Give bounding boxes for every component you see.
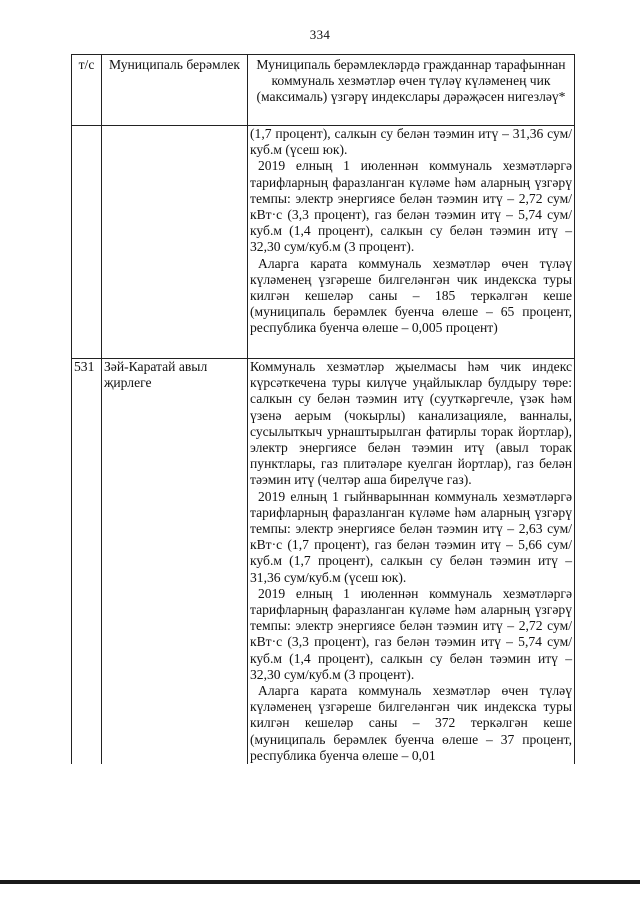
header-municipality: Муниципаль берәмлек <box>102 55 248 126</box>
cell-municipality-empty <box>102 126 248 359</box>
cell-municipality: Зәй-Каратай авыл җирлеге <box>102 359 248 765</box>
table-row <box>72 359 575 765</box>
paragraph: Коммуналь хезмәтләр җыелмасы һәм чик индекс күрсәткечена туры килүче уңайлыклар булдыру төре: салкын су белән тәэмин итү (сууткәргечле, үзәк һәм үзенә аерым (чокырлы) канализацияле, ванналы, сусылыткыч урнаштырылган фатирлы торак йортлар), электр энергиясе белән тәэмин итү (авыл торак пунктлары, газ плитәләре куелган йортлар), газ белән тәэмин итү (челтәр аша бирелүче газ). <box>250 359 572 488</box>
page-number: 334 <box>309 27 331 42</box>
paragraph: 2019 елның 1 гыйнварыннан коммуналь хезмәтләргә тарифларның фаразланган күләме һәм аларның үзгәрү темпы: электр энергиясе белән тәэмин итү – 2,63 сум/кВт·с (1,7 процент), газ белән тәэмин итү – 5,66 сум/куб.м (1,7 процент), салкын су белән тәэмин итү – 31,36 сум/куб.м (үсеш юк). <box>250 488 572 585</box>
paragraph: 2019 елның 1 июленнән коммуналь хезмәтләргә тарифларның фаразланган күләме һәм аларның үзгәрү темпы: электр энергиясе белән тәэмин итү – 2,72 сум/кВт·с (3,3 процент), газ белән тәэмин итү – 5,74 сум/куб.м (1,4 процент), салкын су белән тәэмин итү – 32,30 сум/куб.м (3 процент). <box>250 158 572 255</box>
cell-number: 531 <box>72 359 102 765</box>
scan-edge-line <box>0 880 640 884</box>
header-index-justification: Муниципаль берәмлекләрдә гражданнар тарафыннан коммуналь хезмәтләр өчен түләү күләменең чик (максималь) үзгәрү индекслары дәрәҗәсен нигезләү* <box>248 55 575 126</box>
cell-number-empty <box>72 126 102 359</box>
cell-index-text <box>248 126 575 359</box>
paragraph: 2019 елның 1 июленнән коммуналь хезмәтләргә тарифларның фаразланган күләме һәм аларның үзгәрү темпы: электр энергиясе белән тәэмин итү – 2,72 сум/кВт·с (3,3 процент), газ белән тәэмин итү – 5,74 сум/куб.м (1,4 процент), салкын су белән тәэмин итү – 32,30 сум/куб.м (3 процент). <box>250 585 572 682</box>
paragraph: Аларга карата коммуналь хезмәтләр өчен түләү күләменең үзгәреше билгеләнгән чик индекска туры килгән кешеләр саны – 185 теркәлгән кеше (муниципаль берәмлек буенча өлеше – 65 процент, республика буенча өлеше – 0,005 процент) <box>250 255 572 336</box>
tariff-index-table <box>71 54 575 764</box>
paragraph: Аларга карата коммуналь хезмәтләр өчен түләү күләменең үзгәреше билгеләнгән чик индекска туры килгән кешеләр саны – 372 теркәлгән кеше (муниципаль берәмлек буенча өлеше – 37 процент, республика буенча өлеше – 0,01 <box>250 683 572 763</box>
cell-index-text <box>248 359 575 765</box>
table-header-row <box>72 55 575 126</box>
header-number: т/с <box>72 55 102 126</box>
table-row-continuation <box>72 126 575 359</box>
paragraph: (1,7 процент), салкын су белән тәэмин итү – 31,36 сум/куб.м (үсеш юк). <box>250 126 572 158</box>
